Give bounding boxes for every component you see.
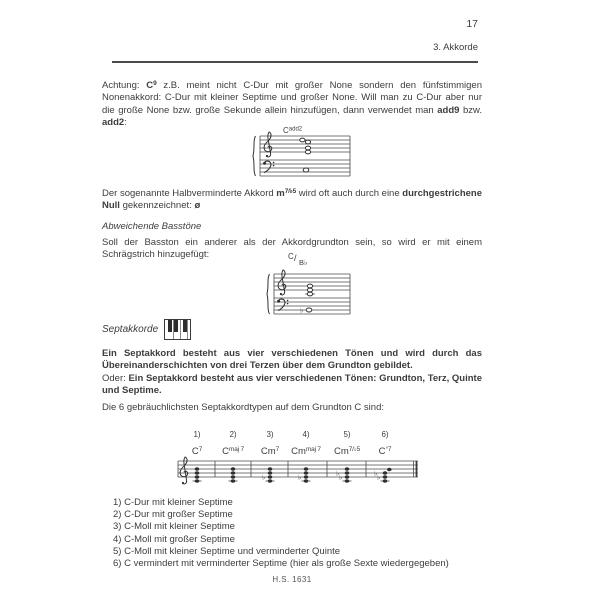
chart-number-1: 1) xyxy=(193,430,201,439)
paragraph-halbvermindert xyxy=(102,186,482,213)
text-run-bold: Ein Septakkord besteht aus vier verschiedenen Tönen: Grundton, Terz, Quinte und Septime. xyxy=(102,373,482,397)
half-diminished-symbol: ø xyxy=(194,200,201,212)
superscript: 7/♭5 xyxy=(284,188,297,195)
paragraph-definition-a: Ein Septakkord besteht aus vier verschiedenen Tönen und wird durch das Übereinanderschichten von drei Terzen über dem Grundton gebildet. xyxy=(102,348,482,372)
text-run: Der sogenannte Halbverminderte Akkord xyxy=(102,188,277,200)
chord-root: C xyxy=(378,446,386,457)
chord-sup: maj 7 xyxy=(228,445,244,453)
chord-sup-label: add2 xyxy=(288,126,303,133)
svg-text:♭: ♭ xyxy=(298,473,302,482)
bass-flat-note xyxy=(300,307,312,315)
list-item: 3) C-Moll mit kleiner Septime xyxy=(113,521,235,533)
add2-chord-notes xyxy=(300,138,311,154)
chord-type-list xyxy=(113,497,449,570)
chord-sup: 7 xyxy=(198,445,203,453)
list-item: 4) C-Moll mit großer Septime xyxy=(113,533,235,545)
text-run-bold: add2 xyxy=(102,116,125,128)
chord-4-notes xyxy=(298,467,311,483)
treble-clef-icon xyxy=(278,270,286,295)
list-item: 6) C vermindert mit verminderter Septime (hier als große Sexte wiedergegeben) xyxy=(113,558,449,570)
list-item: 5) C-Moll mit kleiner Septime und verminderter Quinte xyxy=(113,545,341,557)
page-number: 17 xyxy=(466,18,478,30)
bass-clef-icon xyxy=(263,161,274,173)
chord-sup: °7 xyxy=(385,445,392,453)
text-run: Achtung: xyxy=(102,80,147,92)
brace-icon xyxy=(267,274,270,314)
list-item: 1) C-Dur mit kleiner Septime xyxy=(113,497,233,508)
superscript: 9 xyxy=(153,80,157,87)
chord-1-notes xyxy=(193,467,202,483)
bass-note xyxy=(303,168,309,172)
chart-number-5: 5) xyxy=(343,430,351,439)
text-run: z.B. meint nicht C-Dur mit großer None sondern den fünfstimmigen Nonenakkord: C-Dur mit kleiner Septime und großer None. Will man zu C-Dur aber nur die große None bzw. große Sekunde allein hinzufügen, dann verwendet man xyxy=(102,80,483,116)
svg-text:♭: ♭ xyxy=(262,473,266,482)
slash-chord-root: C xyxy=(288,252,294,261)
text-run-bold: add9 xyxy=(437,104,460,116)
chord-sup: maj 7 xyxy=(305,445,321,453)
brace-icon xyxy=(253,136,256,176)
chord-root: Cm xyxy=(260,446,276,457)
text-run-bold: m xyxy=(276,188,285,200)
slash-bass-label: B♭ xyxy=(299,258,308,267)
paragraph-basston: Soll der Basston ein anderer als der Akkordgrundton sein, so wird er mit einem Schrägstrich hinzugefügt: xyxy=(102,237,482,261)
paragraph-typen: Die 6 gebräuchlichsten Septakkordtypen auf dem Grundton C sind: xyxy=(102,402,384,413)
chord-root-label: C xyxy=(283,126,289,135)
text-run: wird oft auch durch eine xyxy=(296,188,403,200)
chord-5-notes xyxy=(336,467,352,483)
bass-clef-icon xyxy=(277,299,288,311)
svg-text:♭: ♭ xyxy=(377,473,381,482)
chart-number-4: 4) xyxy=(302,430,310,439)
slash-symbol: / xyxy=(294,253,297,263)
text-run: Oder: xyxy=(102,373,129,384)
grand-staff-add2 xyxy=(250,120,356,184)
chord-root: Cm xyxy=(333,446,349,457)
heading-septakkorde: Septakkorde xyxy=(102,324,159,335)
footer-plate-number: H.S. 1631 xyxy=(272,575,312,584)
keyboard-icon xyxy=(164,319,191,340)
chart-number-3: 3) xyxy=(266,430,274,439)
treble-clef-icon xyxy=(264,132,272,157)
text-run: : xyxy=(124,116,127,128)
chapter-header: 3. Akkorde xyxy=(433,42,478,53)
chart-number-6: 6) xyxy=(381,430,389,439)
grand-staff-slash-svg xyxy=(264,268,354,320)
grand-staff-slash xyxy=(264,252,356,322)
text-run-bold: durchgestrichene Null xyxy=(102,188,482,212)
list-item: 2) C-Dur mit großer Septime xyxy=(113,509,233,521)
text-run-bold: C xyxy=(146,80,154,92)
chord-root: C xyxy=(191,446,199,457)
chord-2-notes xyxy=(229,467,238,483)
chord-root: C xyxy=(222,446,229,457)
text-run: gekennzeichnet: xyxy=(119,200,195,212)
svg-text:♭: ♭ xyxy=(336,469,340,478)
heading-basstoene: Abweichende Basstöne xyxy=(102,221,202,232)
chord-chart-staff xyxy=(176,453,420,489)
chord-root: Cm xyxy=(291,446,306,457)
paragraph-definition-b xyxy=(102,373,482,397)
chord-3-notes xyxy=(262,467,275,483)
chord-sup: 7/♭5 xyxy=(348,445,361,453)
header-rule xyxy=(112,61,478,63)
chord-sup: 7 xyxy=(275,445,280,453)
chord-6-notes xyxy=(374,468,392,483)
svg-text:♭: ♭ xyxy=(300,306,304,315)
svg-text:♭: ♭ xyxy=(374,469,378,478)
chart-number-2: 2) xyxy=(229,430,237,439)
svg-text:♭: ♭ xyxy=(339,473,343,482)
grand-staff-add2-svg xyxy=(250,130,354,182)
text-run: bzw. xyxy=(459,104,482,116)
